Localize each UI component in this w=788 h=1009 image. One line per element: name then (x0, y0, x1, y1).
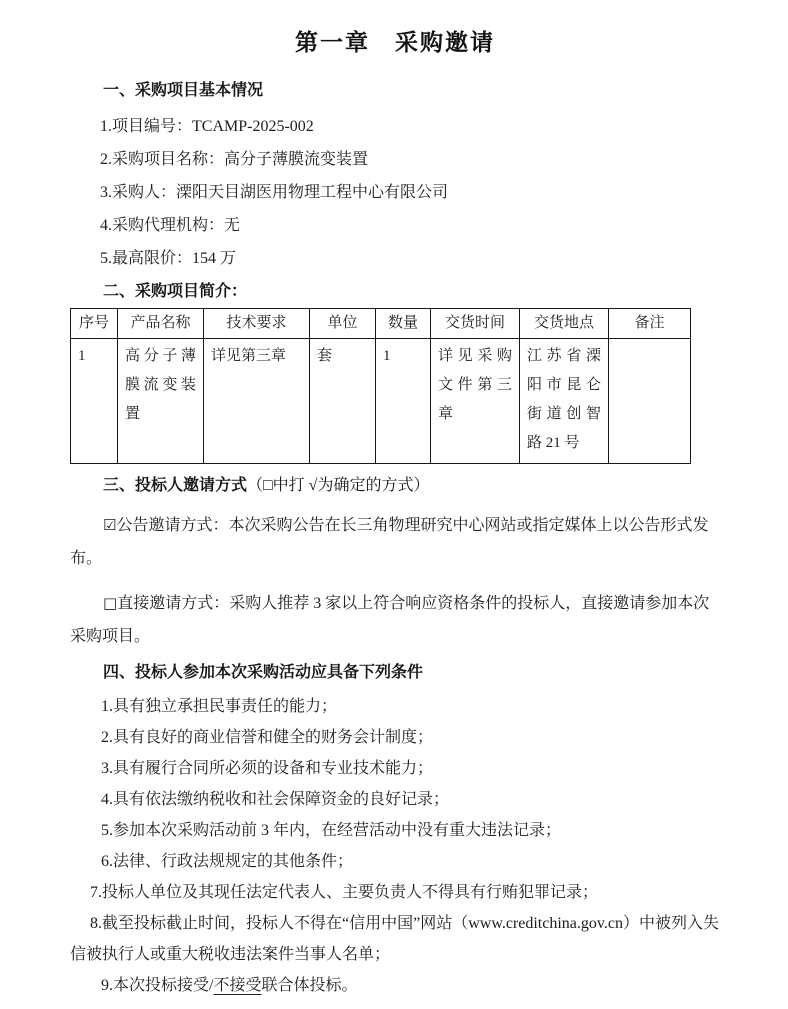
cell-产品名称: 高分子薄膜流变装置 (118, 339, 204, 464)
condition-3: 3.具有履行合同所必须的设备和专业技术能力； (101, 760, 434, 777)
project-name-line: 2.采购项目名称：高分子薄膜流变装置 (100, 151, 369, 168)
project-number-line: 1.项目编号：TCAMP-2025-002 (100, 118, 314, 135)
condition-9 (70, 970, 720, 1001)
col-备注: 备注 (609, 309, 691, 339)
condition-7: 7.投标人单位及其现任法定代表人、主要负责人不得具有行贿犯罪记录； (90, 884, 599, 901)
section3-heading-note: （□中打 √为确定的方式） (247, 477, 430, 494)
purchaser-line: 3.采购人：溧阳天目湖医用物理工程中心有限公司 (100, 184, 449, 201)
condition-6: 6.法律、行政法规规定的其他条件； (101, 853, 354, 870)
cell-序号: 1 (71, 339, 118, 464)
invite-option-direct (70, 587, 720, 653)
invite-option-announcement-text: 公告邀请方式：本次采购公告在长三角物理研究中心网站或指定媒体上以公告形式发布。 (70, 517, 709, 567)
cell-交货时间: 详见采购文件第三章 (431, 339, 520, 464)
procurement-summary-table (70, 308, 691, 464)
invite-option-direct-text: 直接邀请方式：采购人推荐 3 家以上符合响应资格条件的投标人，直接邀请参加本次采购项目。 (70, 595, 710, 645)
table-header-row (71, 309, 691, 339)
agency-line: 4.采购代理机构：无 (100, 217, 241, 234)
page-title: 第一章 采购邀请 (295, 29, 495, 55)
cell-交货地点: 江苏省溧阳市昆仑街道创智路 21 号 (520, 339, 609, 464)
cell-数量: 1 (376, 339, 431, 464)
invite-option-announcement (70, 509, 720, 575)
condition-8: 8.截至投标截止时间，投标人不得在“信用中国”网站（www.creditchina.gov.cn）中被列入失信被执行人或重大税收违法案件当事人名单； (70, 915, 719, 963)
table-row (71, 339, 691, 464)
condition-1: 1.具有独立承担民事责任的能力； (101, 698, 338, 715)
col-序号: 序号 (71, 309, 118, 339)
section3-heading (70, 475, 720, 497)
condition-9-prefix: 9.本次投标接受/ (101, 977, 214, 994)
col-交货时间: 交货时间 (431, 309, 520, 339)
condition-9-suffix: 联合体投标。 (261, 977, 358, 994)
col-数量: 数量 (376, 309, 431, 339)
section1-list (70, 110, 720, 275)
condition-2: 2.具有良好的商业信誉和健全的财务会计制度； (101, 729, 434, 746)
unchecked-checkbox-icon: □ (103, 594, 118, 612)
section2-heading: 二、采购项目简介： (103, 283, 248, 300)
cell-备注 (609, 339, 691, 464)
condition-4: 4.具有依法缴纳税收和社会保障资金的良好记录； (101, 791, 450, 808)
col-单位: 单位 (310, 309, 376, 339)
section4-list (70, 691, 720, 1001)
section4-heading: 四、投标人参加本次采购活动应具备下列条件 (103, 664, 424, 681)
col-交货地点: 交货地点 (520, 309, 609, 339)
condition-9-underlined: 不接受 (213, 977, 262, 994)
condition-5: 5.参加本次采购活动前 3 年内，在经营活动中没有重大违法记录； (101, 822, 562, 839)
cell-技术要求: 详见第三章 (204, 339, 310, 464)
price-limit-line: 5.最高限价：154 万 (100, 250, 237, 267)
col-产品名称: 产品名称 (118, 309, 204, 339)
col-技术要求: 技术要求 (204, 309, 310, 339)
checked-checkbox-icon: ☑ (103, 516, 117, 534)
section3-heading-bold: 三、投标人邀请方式 (103, 477, 248, 494)
cell-单位: 套 (310, 339, 376, 464)
section1-heading: 一、采购项目基本情况 (103, 82, 264, 99)
